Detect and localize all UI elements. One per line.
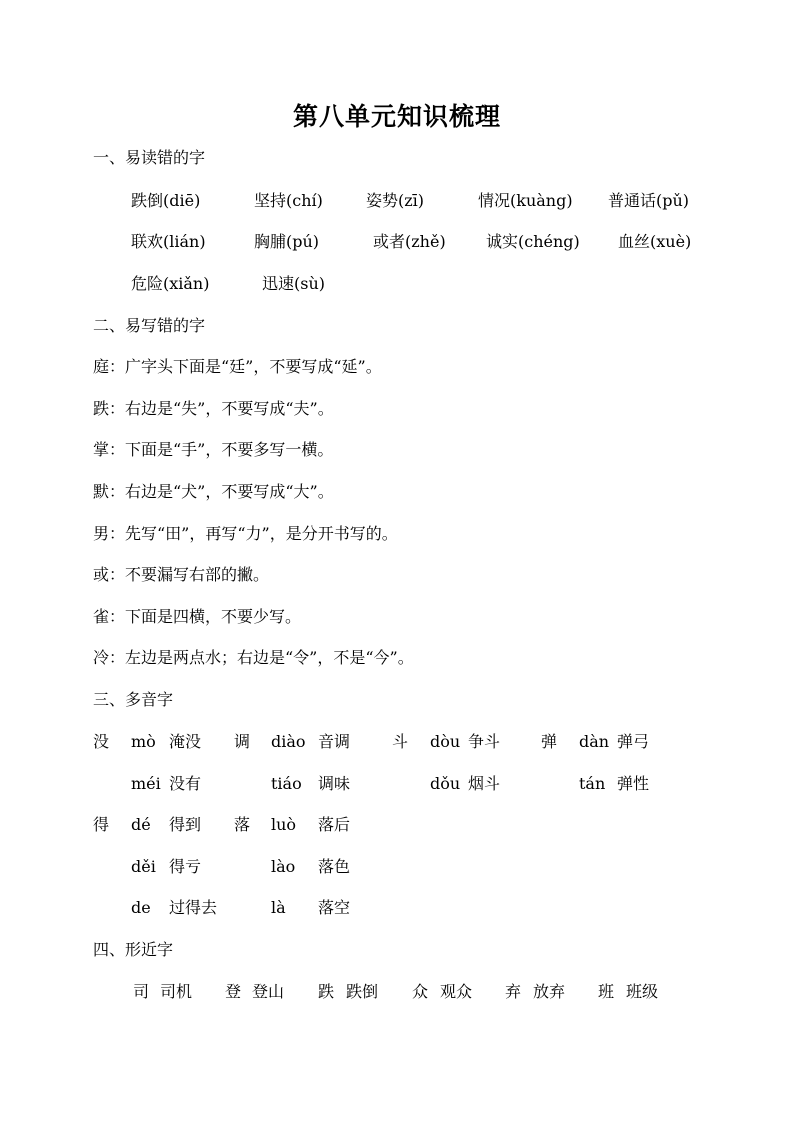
polyphone-char: 落 [234,815,251,834]
section-heading: 三、多音字 [93,690,174,709]
pinyin: dé [131,815,151,834]
page-title: 第八单元知识梳理 [293,102,502,131]
word-item: 胸脯(pú) [254,232,320,251]
note-line: 男：先写“田”，再写“力”，是分开书写的。 [93,524,398,543]
section-heading: 一、易读错的字 [93,148,206,167]
example-word: 过得去 [169,898,218,917]
word-item: 普通话(pǔ) [608,191,690,210]
polyphone-char: 弹 [541,732,558,751]
note-line: 庭：广字头下面是“廷”，不要写成“延”。 [93,357,382,376]
example-word: 落空 [318,898,351,917]
example-word: 音调 [318,732,351,751]
pinyin: là [271,898,286,917]
pinyin: lào [271,857,296,876]
word-item: 危险(xiǎn) [131,274,210,293]
similar-char: 登 [225,982,242,1001]
polyphone-char: 得 [93,815,110,834]
word-item: 联欢(lián) [131,232,206,251]
word-item: 或者(zhě) [373,232,446,251]
similar-word: 司机 [160,982,193,1001]
similar-word: 放弃 [533,982,566,1001]
similar-char: 班 [598,982,615,1001]
pinyin: mò [131,732,156,751]
pinyin: luò [271,815,297,834]
note-line: 跌：右边是“失”，不要写成“夫”。 [93,399,334,418]
word-item: 姿势(zī) [366,191,425,210]
pinyin: méi [131,774,161,793]
similar-word: 登山 [252,982,285,1001]
section-heading: 四、形近字 [93,940,174,959]
example-word: 淹没 [169,732,202,751]
note-line: 掌：下面是“手”，不要多写一横。 [93,440,334,459]
pinyin: dǒu [430,774,461,793]
similar-char: 众 [412,982,429,1001]
pinyin: tán [579,774,606,793]
similar-word: 观众 [440,982,473,1001]
word-item: 血丝(xuè) [618,232,692,251]
pinyin: de [131,898,151,917]
example-word: 弹弓 [617,732,650,751]
similar-char: 跌 [318,982,335,1001]
word-item: 坚持(chí) [254,191,323,210]
pinyin: děi [131,857,156,876]
word-item: 跌倒(diē) [131,191,201,210]
example-word: 争斗 [468,732,501,751]
pinyin: diào [271,732,306,751]
example-word: 调味 [318,774,351,793]
note-line: 或：不要漏写右部的撇。 [93,565,270,584]
similar-char: 弃 [505,982,522,1001]
pinyin: dàn [579,732,610,751]
example-word: 得亏 [169,857,202,876]
polyphone-char: 斗 [392,732,409,751]
word-item: 迅速(sù) [262,274,326,293]
similar-word: 班级 [626,982,659,1001]
pinyin: dòu [430,732,461,751]
polyphone-char: 调 [234,732,251,751]
pinyin: tiáo [271,774,302,793]
example-word: 弹性 [617,774,650,793]
similar-char: 司 [133,982,150,1001]
example-word: 烟斗 [468,774,501,793]
example-word: 没有 [169,774,202,793]
section-heading: 二、易写错的字 [93,316,206,335]
polyphone-char: 没 [93,732,110,751]
example-word: 落色 [318,857,351,876]
note-line: 默：右边是“犬”，不要写成“大”。 [93,482,334,501]
word-item: 情况(kuàng) [478,191,573,210]
similar-word: 跌倒 [346,982,379,1001]
note-line: 冷：左边是两点水；右边是“令”，不是“今”。 [93,648,414,667]
note-line: 雀：下面是四横，不要少写。 [93,607,302,626]
example-word: 得到 [169,815,202,834]
word-item: 诚实(chéng) [486,232,580,251]
example-word: 落后 [318,815,351,834]
